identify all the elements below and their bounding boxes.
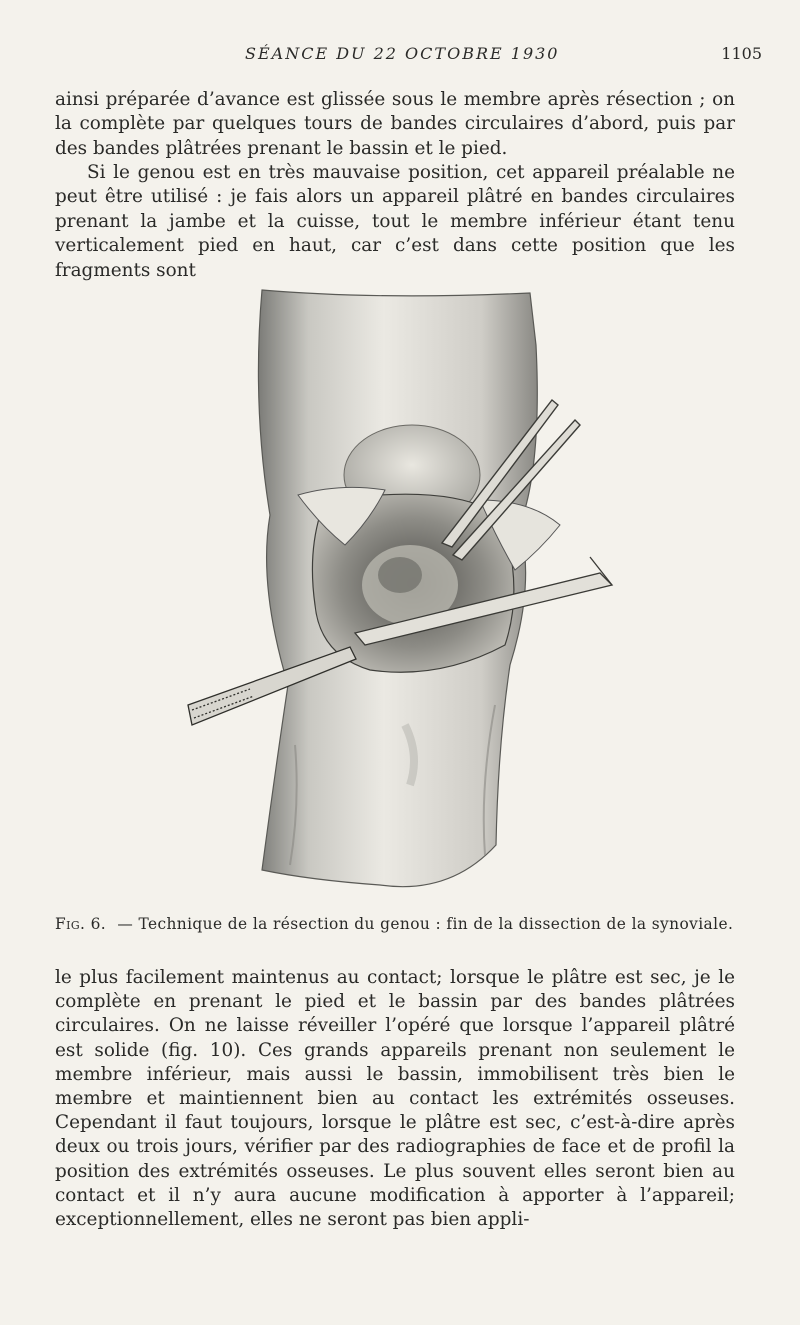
paragraph-2: Si le genou est en très mauvaise position, cet appareil préalable ne peut être utilisé : je fais alors un appareil plâtré en bandes circulaires prenant la jambe et la cuisse, tout le membre inférieur étant tenu verticalement pied en haut, car c’est dans cette position que les fragments sont [55,162,735,281]
figure-caption-text: — Technique de la résection du genou : fin de la dissection de la synoviale. [117,915,734,933]
figure-knee-resection-illustration [180,285,620,900]
paragraph-1: ainsi préparée d’avance est glissée sous le membre après résection ; on la complète par quelques tours de bandes circulaires d’abord, puis par des bandes plâtrées prenant le bassin et le pied. [55,89,735,159]
figure-caption [55,915,745,933]
running-title: SÉANCE DU 22 OCTOBRE 1930 [245,44,560,63]
page-number: 1105 [721,44,762,63]
paragraph-3: le plus facilement maintenus au contact; lorsque le plâtre est sec, je le complète en prenant le pied et le bassin par des bandes plâtrées circulaires. On ne laisse réveiller l’opéré que lorsque l’appareil plâtré est solide (fig. 10). Ces grands appareils prenant non seulement le membre inférieur, mais aussi le bassin, immobilisent très bien le membre et maintiennent bien au contact les extrémités osseuses. Cependant il faut toujours, lorsque le plâtre est sec, c’est-à-dire après deux ou trois jours, vérifier par des radiographies de face et de profil la position des extrémités osseuses. Le plus souvent elles seront bien au contact et il n’y aura aucune modification à apporter à l’appareil; exceptionnellement, elles ne seront pas bien appli- [55,967,735,1231]
knee-illustration [180,285,620,900]
running-header [0,44,800,68]
figure-label: Fig. 6. [55,915,107,933]
